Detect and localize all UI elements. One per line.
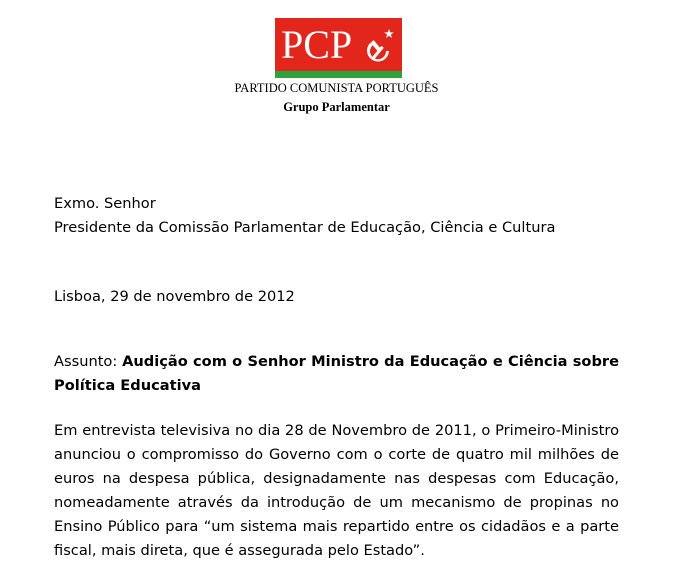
logo-green-stripe xyxy=(275,71,402,78)
party-logo xyxy=(275,18,402,78)
subject-line xyxy=(54,350,619,398)
parliamentary-group-name: Grupo Parlamentar xyxy=(283,100,390,114)
recipient: Presidente da Comissão Parlamentar de Educação, Ciência e Cultura xyxy=(54,219,556,236)
salutation: Exmo. Senhor xyxy=(54,195,156,212)
subject-label: Assunto: xyxy=(54,353,118,370)
body-paragraph: Em entrevista televisiva no dia 28 de Novembro de 2011, o Primeiro-Ministro anunciou o compromisso do Governo com o corte de quatro mil milhões de euros na despesa pública, designadamente nas despesas com Educação, nomeadamente através da introdução de um mecanismo de propinas no Ensino Público para “um sistema mais repartido entre os cidadãos e a parte fiscal, mais direta, que é assegurada pelo Estado”. xyxy=(54,422,619,559)
subject-text: Audição com o Senhor Ministro da Educação e Ciência sobre Política Educativa xyxy=(54,353,619,394)
logo-text: PCP xyxy=(281,22,353,67)
party-name: PARTIDO COMUNISTA PORTUGUÊS xyxy=(234,81,439,95)
hammer-sickle-star-icon xyxy=(362,26,396,66)
date-line: Lisboa, 29 de novembro de 2012 xyxy=(54,288,295,305)
